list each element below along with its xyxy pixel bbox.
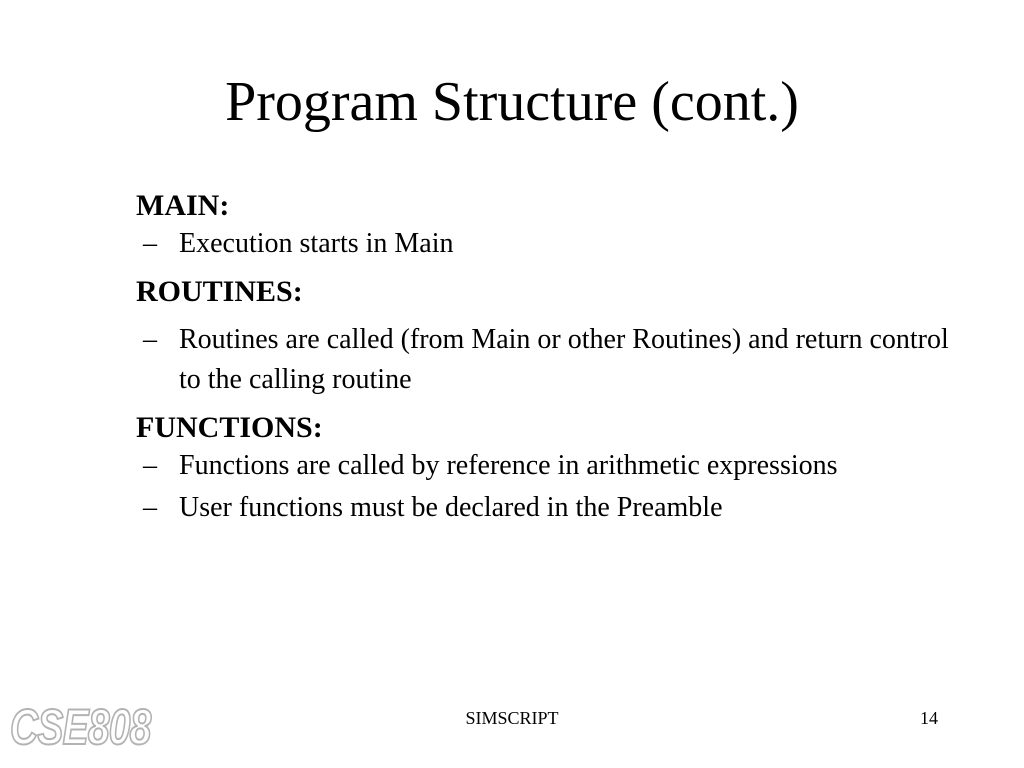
bullet-text: User functions must be declared in the Preamble	[179, 492, 723, 523]
slide-title: Program Structure (cont.)	[225, 71, 799, 133]
bullet-item	[136, 228, 956, 260]
bullet-text: Execution starts in Main	[179, 228, 454, 259]
bullet-dash: –	[143, 324, 157, 355]
page-number: 14	[920, 708, 938, 728]
bullet-item	[136, 492, 956, 524]
bullet-text: Routines are called (from Main or other Routines) and return control to the calling routine	[179, 324, 949, 395]
footer-title: SIMSCRIPT	[465, 708, 559, 728]
bullet-dash: –	[143, 228, 157, 259]
bullet-dash: –	[143, 450, 157, 481]
bullet-text: Functions are called by reference in arithmetic expressions	[179, 450, 838, 481]
section-heading-functions: FUNCTIONS:	[136, 411, 323, 444]
bullet-item	[136, 450, 956, 482]
slide-content	[136, 188, 956, 524]
course-logo: CSE808	[10, 699, 151, 755]
section-heading-main: MAIN:	[136, 189, 230, 222]
section-heading-routines: ROUTINES:	[136, 275, 303, 308]
bullet-item	[136, 320, 956, 400]
bullet-dash: –	[143, 492, 157, 523]
